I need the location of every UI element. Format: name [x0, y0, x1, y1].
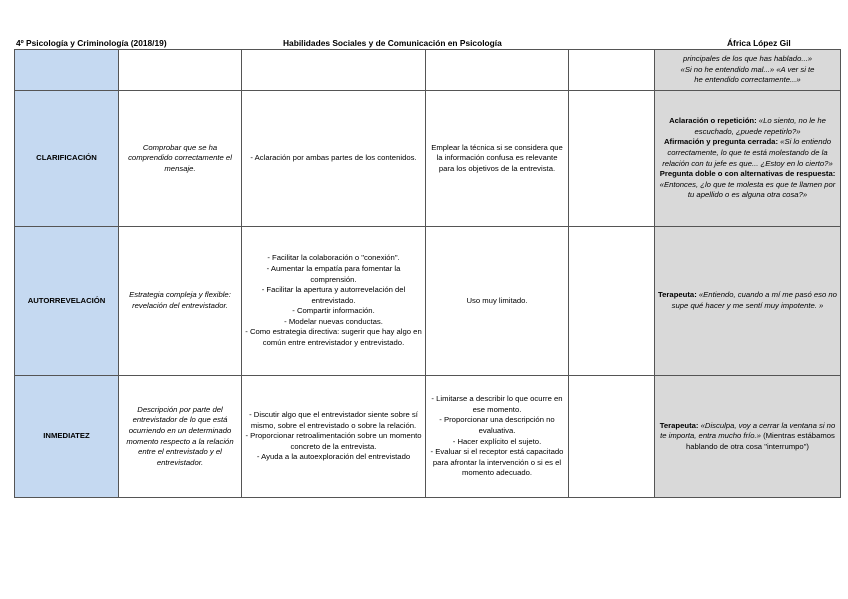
usage-item: - Limitarse a describir lo que ocurre en ese momento. — [431, 394, 563, 414]
example-label: Terapeuta: — [658, 290, 697, 300]
example-cell — [655, 227, 841, 376]
usage-cell: Uso muy limitado. — [426, 227, 569, 376]
objective-cell: Descripción por parte del entrevistador de lo que está ocurriendo en un determinado momento respecto a la relación entre el entrevistado y el entrevistador. — [119, 376, 242, 498]
table-row-clarificacion — [15, 91, 841, 227]
empty-cell — [569, 50, 655, 91]
example-note: (Mientras estábamos hablando de otra cosa "interrumpo") — [686, 431, 835, 451]
usage-item: - Proporcionar una descripción no evaluativa. — [439, 415, 555, 435]
example-item — [658, 116, 837, 137]
usage-item: - Evaluar si el receptor está capacitado para afrontar la intervención o si es el momento adecuado. — [430, 447, 564, 478]
table-row-inmediatez — [15, 376, 841, 498]
function-item: - Facilitar la apertura y autorrevelación del entrevistado. — [261, 285, 406, 305]
techniques-table — [14, 49, 841, 498]
example-cell — [655, 376, 841, 498]
example-label: Pregunta doble o con alternativas de respuesta: — [659, 169, 836, 179]
example-label: Afirmación y pregunta cerrada: — [663, 137, 779, 147]
objective-cell: Comprobar que se ha comprendido correctamente el mensaje. — [119, 91, 242, 227]
objective-cell — [119, 50, 242, 91]
example-label: Terapeuta: — [659, 420, 699, 430]
function-item: - Facilitar la colaboración o "conexión". — [267, 253, 400, 263]
empty-cell — [569, 91, 655, 227]
example-text: «Lo siento, no le he escuchado, ¿puede repetirlo?» — [694, 116, 826, 136]
example-line: principales de los que has hablado...» — [682, 54, 813, 64]
technique-name-cell — [15, 50, 119, 91]
usage-cell: Emplear la técnica si se considera que la información confusa es relevante para los objetivos de la entrevista. — [426, 91, 569, 227]
objective-cell: Estrategia compleja y flexible: revelación del entrevistador. — [119, 227, 242, 376]
technique-name-cell: CLARIFICACIÓN — [15, 91, 119, 227]
function-item: - Proporcionar retroalimentación sobre un momento concreto de la entrevista. — [245, 431, 422, 451]
functions-cell — [242, 376, 426, 498]
example-label: Aclaración o repetición: — [669, 116, 757, 126]
header-subject: Habilidades Sociales y de Comunicación en Psicología — [283, 38, 502, 48]
example-item — [658, 169, 837, 201]
usage-cell — [426, 376, 569, 498]
example-cell — [655, 50, 841, 91]
example-line: «Si no he entendido mal...» «A ver si te — [680, 64, 815, 74]
table-row-autorrevelacion — [15, 227, 841, 376]
example-cell — [655, 91, 841, 227]
technique-name-cell: INMEDIATEZ — [15, 376, 119, 498]
technique-name-cell: AUTORREVELACIÓN — [15, 227, 119, 376]
example-quote: «Disculpa, voy a cerrar la ventana si no te importa, entra mucho frío.» — [660, 420, 836, 441]
functions-cell — [242, 50, 426, 91]
empty-cell — [569, 227, 655, 376]
example-text: «Entonces, ¿lo que te molesta es que te llamen por tu apellido o es alguna otra cosa?» — [659, 179, 836, 200]
function-item: - Discutir algo que el entrevistador siente sobre sí mismo, sobre el entrevistado o sobre la relación. — [249, 410, 418, 430]
function-item: - Como estrategia directiva: sugerir que hay algo en común entre entrevistador y entrevistado. — [245, 327, 422, 348]
table-row — [15, 50, 841, 91]
header-author: África López Gil — [727, 38, 791, 48]
function-item: - Modelar nuevas conductas. — [284, 316, 383, 326]
usage-cell — [426, 50, 569, 91]
functions-cell — [242, 227, 426, 376]
example-line: he entendido correctamente...» — [694, 75, 801, 85]
example-text: «Si lo entiendo correctamente, lo que te está molestando de la relación con tu jefe es que... ¿Estoy en lo cierto?» — [662, 137, 833, 168]
header-course: 4º Psicología y Criminología (2018/19) — [16, 38, 167, 48]
function-item: - Ayuda a la autoexploración del entrevistado — [256, 452, 411, 462]
function-item: - Aumentar la empatía para fomentar la comprensión. — [266, 263, 401, 284]
function-item: - Compartir información. — [292, 306, 375, 316]
functions-cell: - Aclaración por ambas partes de los contenidos. — [242, 91, 426, 227]
example-item — [658, 137, 837, 169]
empty-cell — [569, 376, 655, 498]
usage-item: - Hacer explícito el sujeto. — [452, 436, 542, 446]
example-text: «Entiendo, cuando a mí me pasó eso no supe qué hacer y me sentí muy impotente. » — [671, 290, 837, 310]
